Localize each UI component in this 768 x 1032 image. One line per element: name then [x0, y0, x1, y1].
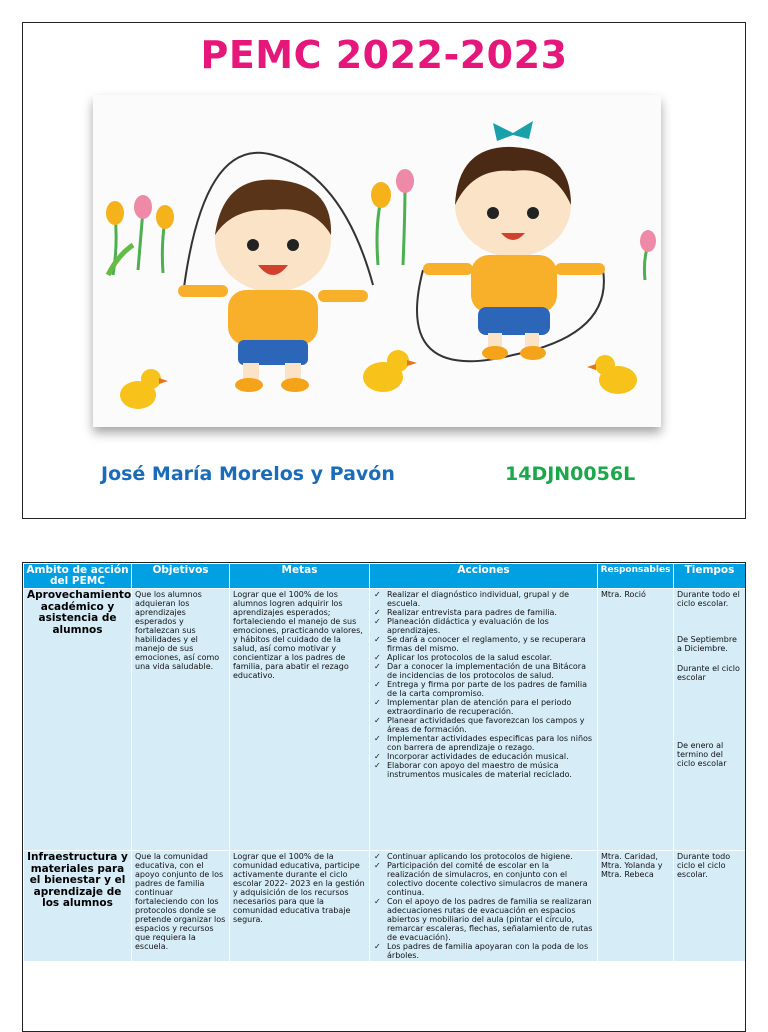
pemc-table-page: [22, 562, 746, 1032]
objetivos-cell: Que los alumnos adquieran los aprendizajes esperados y fortalezcan sus habilidades y el manejo de sus emociones, así como una vida saludable.: [132, 589, 230, 851]
list-item: ✓ Implementar actividades especificas para los niños con barrera de aprendizaje o rezago.: [373, 734, 594, 752]
acciones-cell: [370, 851, 598, 962]
tiempo-text: Durante el ciclo escolar: [677, 664, 740, 682]
ambito-cell: Infraestructura y materiales para el bienestar y el aprendizaje de los alumnos: [24, 851, 132, 962]
list-item: ✓ Implementar plan de atención para el periodo extraordinario de recuperación.: [373, 698, 594, 716]
column-header: Responsables: [598, 564, 674, 589]
ambito-cell: Aprovechamiento académico y asistencia de alumnos: [24, 589, 132, 851]
school-code: 14DJN0056L: [505, 463, 636, 485]
list-item: ✓ Se dará a conocer el reglamento, y se recuperara firmas del mismo.: [373, 635, 594, 653]
metas-cell: Lograr que el 100% de la comunidad educativa, participe activamente durante el ciclo escolar 2022- 2023 en la gestión y adquisición de los recursos necesarios para que la comunidad educativa trabaje segura.: [230, 851, 370, 962]
tiempo-text: De enero al termino del ciclo escolar: [677, 741, 727, 768]
list-item: ✓ Los padres de familia apoyaran con la poda de los árboles.: [373, 942, 594, 960]
table-row: [24, 589, 746, 851]
page-title: PEMC 2022-2023: [200, 33, 568, 77]
school-name: José María Morelos y Pavón: [101, 463, 395, 485]
list-item: ✓ Realizar entrevista para padres de familia.: [373, 608, 594, 617]
table-header-row: [24, 564, 746, 589]
tulips-left: [106, 195, 174, 275]
cover-page: [22, 22, 746, 519]
acciones-cell: [370, 589, 598, 851]
pemc-table: [23, 563, 746, 962]
column-header: Ambito de acción del PEMC: [24, 564, 132, 589]
list-item: ✓ Incorporar actividades de educación musical.: [373, 752, 594, 761]
metas-cell: Lograr que el 100% de los alumnos logren adquirir los aprendizajes esperados; fortaleciendo el manejo de sus emociones, practicando valores, y hábitos del cuidado de la salud, así como motivar y concientizar a los padres de familia, para abatir el rezago educativo.: [230, 589, 370, 851]
list-item: ✓ Elaborar con apoyo del maestro de música instrumentos musicales de material reciclado.: [373, 761, 594, 779]
acciones-list: [373, 590, 594, 779]
list-item: ✓ Continuar aplicando los protocolos de higiene.: [373, 852, 594, 861]
list-item: ✓ Con el apoyo de los padres de familia se realizaran adecuaciones rutas de evacuación en espacios abiertos y mobiliario del aula (pintar el círculo, remarcar escaleras, flechas, señalamiento de rutas de evacuación).: [373, 897, 594, 942]
list-item: ✓ Planeación didáctica y evaluación de los aprendizajes.: [373, 617, 594, 635]
column-header: Tiempos: [674, 564, 746, 589]
objetivos-cell: Que la comunidad educativa, con el apoyo conjunto de los padres de familia continuar fortaleciendo con los protocolos donde se pretende organizar los espacios y recursos que requiera la escuela.: [132, 851, 230, 962]
responsables-cell: Mtra. Roció: [598, 589, 674, 851]
list-item: ✓ Realizar el diagnóstico individual, grupal y de escuela.: [373, 590, 594, 608]
responsables-cell: Mtra. Caridad, Mtra. Yolanda y Mtra. Rebeca: [598, 851, 674, 962]
tiempo-text: De Septiembre a Diciembre.: [677, 635, 737, 653]
column-header: Objetivos: [132, 564, 230, 589]
table-row: [24, 851, 746, 962]
tiempos-cell: [674, 589, 746, 851]
acciones-list: [373, 852, 594, 960]
column-header: Acciones: [370, 564, 598, 589]
illustration-svg: [93, 95, 661, 427]
tiempos-cell: Durante todo ciclo el ciclo escolar.: [674, 851, 746, 962]
tiempo-text: Durante todo el ciclo escolar.: [677, 590, 740, 608]
list-item: ✓ Planear actividades que favorezcan los campos y áreas de formación.: [373, 716, 594, 734]
list-item: ✓ Participación del comité de escolar en la realización de simulacros, en conjunto con el colectivo docente colectivo simulacros de manera continua.: [373, 861, 594, 897]
list-item: ✓ Dar a conocer la implementación de una Bitácora de incidencias de los protocolos de salud.: [373, 662, 594, 680]
list-item: ✓ Aplicar los protocolos de la salud escolar.: [373, 653, 594, 662]
list-item: ✓ Entrega y firma por parte de los padres de familia de la carta compromiso.: [373, 680, 594, 698]
column-header: Metas: [230, 564, 370, 589]
children-jump-rope-illustration: [93, 95, 661, 427]
